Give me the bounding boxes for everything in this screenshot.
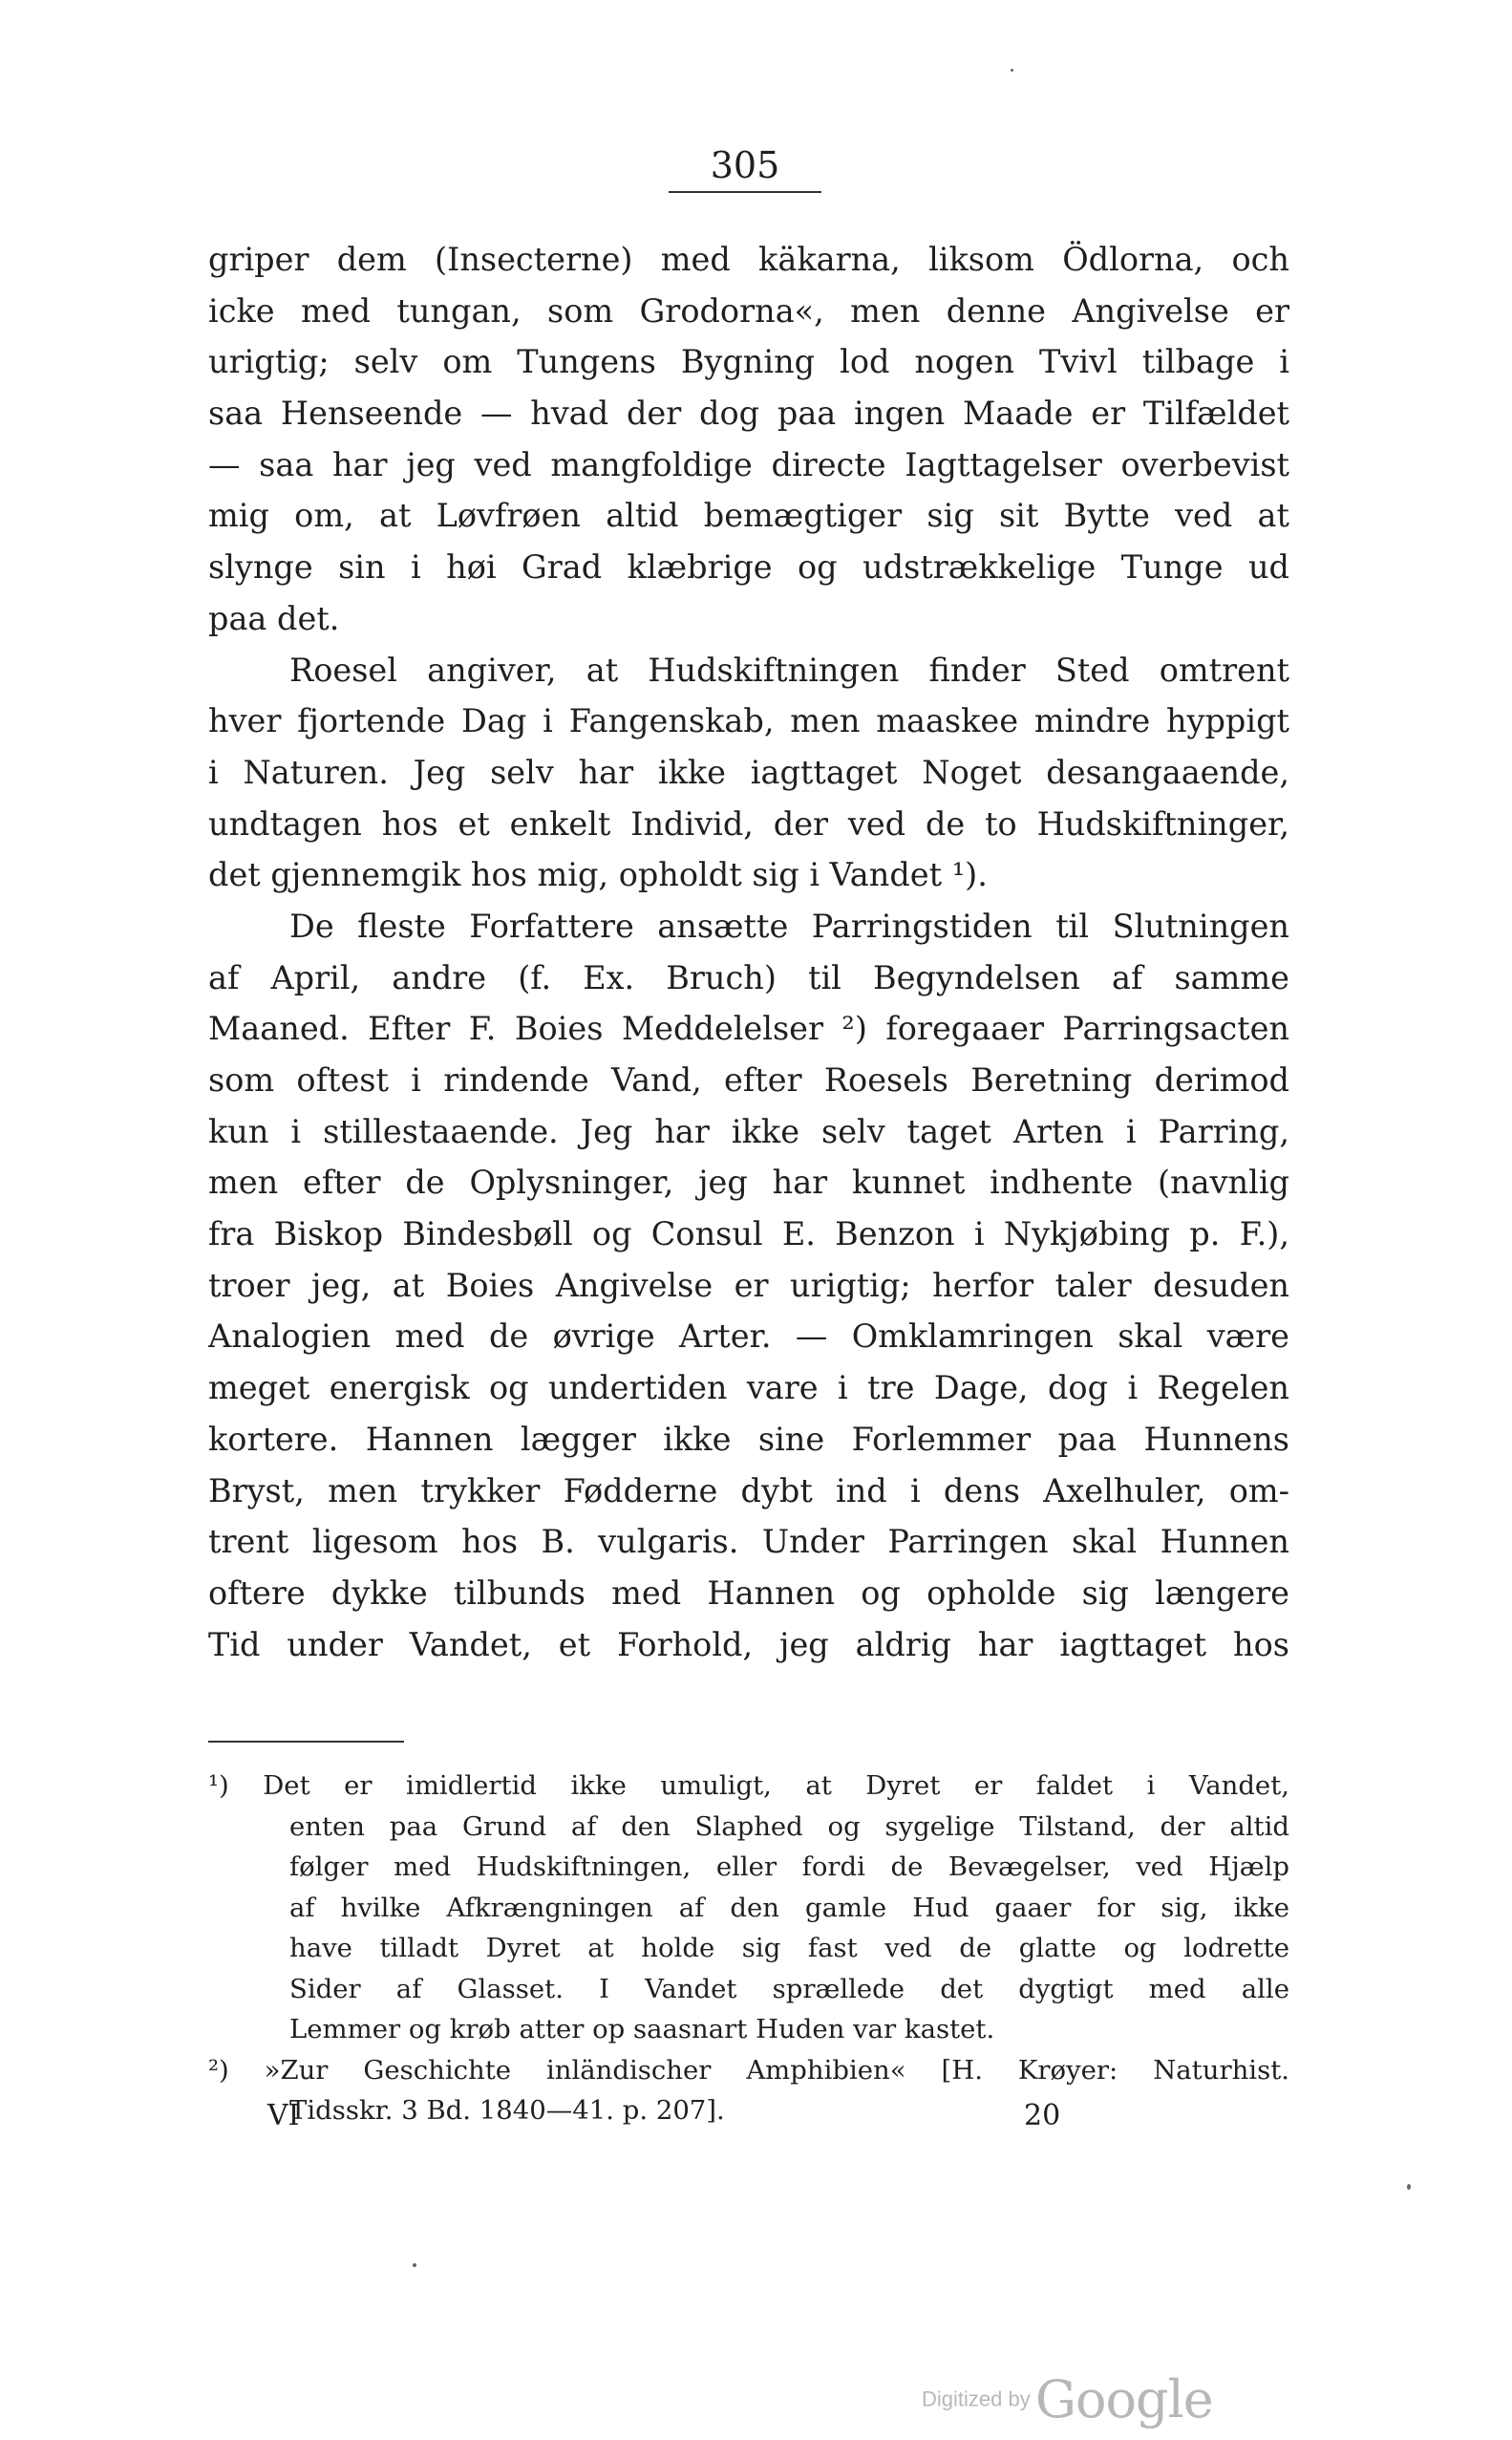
- body-line: meget energisk og undertiden vare i tre Dage, dog i Regelen: [208, 1369, 1289, 1407]
- body-line: Maaned. Efter F. Boies Meddelelser ²) foregaaer Parringsacten: [208, 1010, 1289, 1048]
- footnote-line: Lemmer og krøb atter op saasnart Huden var kastet.: [289, 2014, 995, 2044]
- footnotes: [208, 1766, 1289, 2131]
- body-line: De fleste Forfattere ansætte Parringstiden til Slutningen: [289, 907, 1289, 945]
- body-line: Tid under Vandet, et Forhold, jeg aldrig har iagttaget hos: [208, 1625, 1289, 1663]
- body-line: kun i stillestaaende. Jeg har ikke selv taget Arten i Parring,: [208, 1112, 1289, 1150]
- body-line: oftere dykke tilbunds med Hannen og opholde sig længere: [208, 1573, 1289, 1612]
- body-line: icke med tungan, som Grodorna«, men denne Angivelse er: [208, 291, 1289, 330]
- scan-speck: [413, 2263, 416, 2267]
- footnote-line: have tilladt Dyret at holde sig fast ved de glatte og lodrette: [289, 1933, 1289, 1963]
- body-line: troer jeg, at Boies Angivelse er urigtig; herfor taler desuden: [208, 1266, 1289, 1304]
- page-number-rule: [669, 191, 821, 193]
- body-line: som oftest i rindende Vand, efter Roesels Beretning derimod: [208, 1061, 1289, 1099]
- digitized-watermark: [922, 2369, 1237, 2427]
- footnote-line: enten paa Grund af den Slaphed og sygelige Tilstand, der altid: [289, 1810, 1289, 1842]
- body-line: men efter de Oplysninger, jeg har kunnet indhente (navnlig: [208, 1164, 1289, 1202]
- footnote-line: Sider af Glasset. I Vandet sprællede det dygtigt med alle: [289, 1973, 1289, 2004]
- body-text: [208, 234, 1289, 1670]
- body-line: griper dem (Insecterne) med käkarna, liksom Ödlorna, och: [208, 241, 1289, 278]
- signature-mark-right: 20: [1024, 2099, 1061, 2132]
- signature-mark-left: VI: [267, 2099, 300, 2132]
- body-line: kortere. Hannen lægger ikke sine Forlemmer paa Hunnens: [208, 1420, 1289, 1458]
- watermark-prefix: Digitized by: [922, 2386, 1031, 2411]
- body-line: Roesel angiver, at Hudskiftningen finder Sted omtrent: [289, 651, 1289, 689]
- footnote-line: ²) »Zur Geschichte inländischer Amphibien« [H. Krøyer: Naturhist.: [208, 2054, 1289, 2086]
- footnote-line: Tidsskr. 3 Bd. 1840—41. p. 207].: [289, 2095, 725, 2126]
- body-line: i Naturen. Jeg selv har ikke iagttaget Noget desangaaende,: [208, 753, 1289, 791]
- body-line: fra Biskop Bindesbøll og Consul E. Benzon i Nykjøbing p. F.),: [208, 1215, 1289, 1253]
- body-line: det gjennemgik hos mig, opholdt sig i Vandet ¹).: [208, 856, 988, 894]
- body-line: undtagen hos et enkelt Individ, der ved de to Hudskiftninger,: [208, 804, 1289, 843]
- body-line: slynge sin i høi Grad klæbrige og udstrækkelige Tunge ud: [208, 548, 1289, 587]
- body-line: af April, andre (f. Ex. Bruch) til Begyndelsen af samme: [208, 958, 1289, 996]
- body-line: mig om, at Løvfrøen altid bemægtiger sig sit Bytte ved at: [208, 497, 1289, 535]
- page-number: 305: [710, 144, 780, 186]
- body-line: — saa har jeg ved mangfoldige directe Iagttagelser overbevist: [208, 445, 1289, 483]
- footnote-line: ¹) Det er imidlertid ikke umuligt, at Dyret er faldet i Vandet,: [208, 1770, 1289, 1801]
- footnote-line: af hvilke Afkrængningen af den gamle Hud gaaer for sig, ikke: [289, 1892, 1289, 1923]
- body-line: trent ligesom hos B. vulgaris. Under Parringen skal Hunnen: [208, 1523, 1289, 1561]
- body-line: hver fjortende Dag i Fangenskab, men maaskee mindre hyppigt: [208, 702, 1289, 740]
- footnote-line: følger med Hudskiftningen, eller fordi de Bevægelser, ved Hjælp: [289, 1851, 1289, 1882]
- body-line: paa det.: [208, 599, 340, 637]
- body-line: Bryst, men trykker Fødderne dybt ind i dens Axelhuler, om-: [208, 1471, 1289, 1509]
- scan-speck: [1407, 2184, 1411, 2190]
- scan-speck: [1011, 69, 1013, 72]
- google-logo: Google: [1034, 2369, 1213, 2429]
- body-line: urigtig; selv om Tungens Bygning lod nogen Tvivl tilbage i: [208, 343, 1289, 381]
- body-line: saa Henseende — hvad der dog paa ingen Maade er Tilfældet: [208, 395, 1289, 433]
- footnote-rule: [208, 1741, 404, 1743]
- body-line: Analogien med de øvrige Arter. — Omklamringen skal være: [208, 1317, 1289, 1356]
